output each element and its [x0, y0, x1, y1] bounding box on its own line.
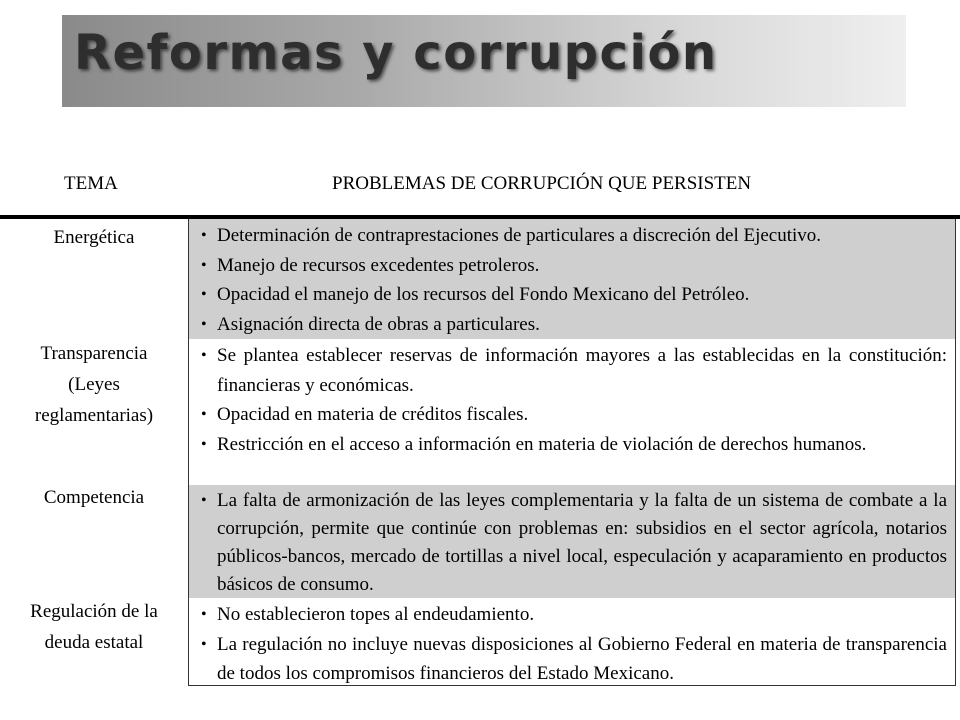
tema-label: deuda estatal — [44, 632, 144, 653]
problems-cell-transparencia — [188, 339, 956, 485]
tema-cell-competencia — [0, 482, 188, 513]
slide-title: Reformas y corrupción — [74, 25, 718, 81]
tema-cell-regulacion-deuda — [0, 596, 188, 658]
tema-cell-energetica — [0, 222, 188, 253]
problem-item: • No establecieron topes al endeudamiento. — [201, 604, 535, 625]
column-header-tema: TEMA — [64, 173, 118, 194]
problem-item: • Determinación de contraprestaciones de particulares a discreción del Ejecutivo. — [201, 225, 822, 246]
tema-cell-transparencia — [0, 338, 188, 431]
title-banner — [62, 15, 906, 107]
tema-label: (Leyes — [68, 374, 120, 395]
problem-item: • La falta de armonización de las leyes complementaria y la falta de un sistema de combate a la corrupción, permite que continúe con problemas en: subsidios en el sector agrícola, notarios públicos-bancos, mercado de tortillas a nivel local, especulación y acaparamiento en productos básicos de consumo. — [201, 490, 947, 595]
problem-item: • Opacidad el manejo de los recursos del Fondo Mexicano del Petróleo. — [201, 284, 750, 305]
problem-item: • Asignación directa de obras a particulares. — [201, 313, 540, 335]
tema-label: Regulación de la — [30, 601, 158, 622]
tema-label: Transparencia — [40, 343, 148, 364]
problems-cell-competencia — [188, 485, 956, 598]
tema-label: Energética — [53, 227, 135, 248]
problems-cell-energetica — [188, 219, 956, 339]
problem-item: • Opacidad en materia de créditos fiscales. — [201, 404, 529, 425]
tema-label: Competencia — [43, 487, 145, 508]
tema-label: reglamentarias) — [34, 405, 154, 426]
problem-item: • Manejo de recursos excedentes petroleros. — [201, 254, 540, 276]
column-header-problemas: PROBLEMAS DE CORRUPCIÓN QUE PERSISTEN — [332, 173, 752, 194]
problem-item: • Restricción en el acceso a información en materia de violación de derechos humanos. — [201, 433, 867, 455]
problem-item: • La regulación no incluye nuevas disposiciones al Gobierno Federal en materia de transparencia de todos los compromisos financieros del Estado Mexicano. — [201, 633, 947, 684]
problem-item: • Se plantea establecer reservas de información mayores a las establecidas en la constitución: financieras y económicas. — [201, 345, 947, 396]
problems-cell-regulacion-deuda — [188, 598, 956, 686]
